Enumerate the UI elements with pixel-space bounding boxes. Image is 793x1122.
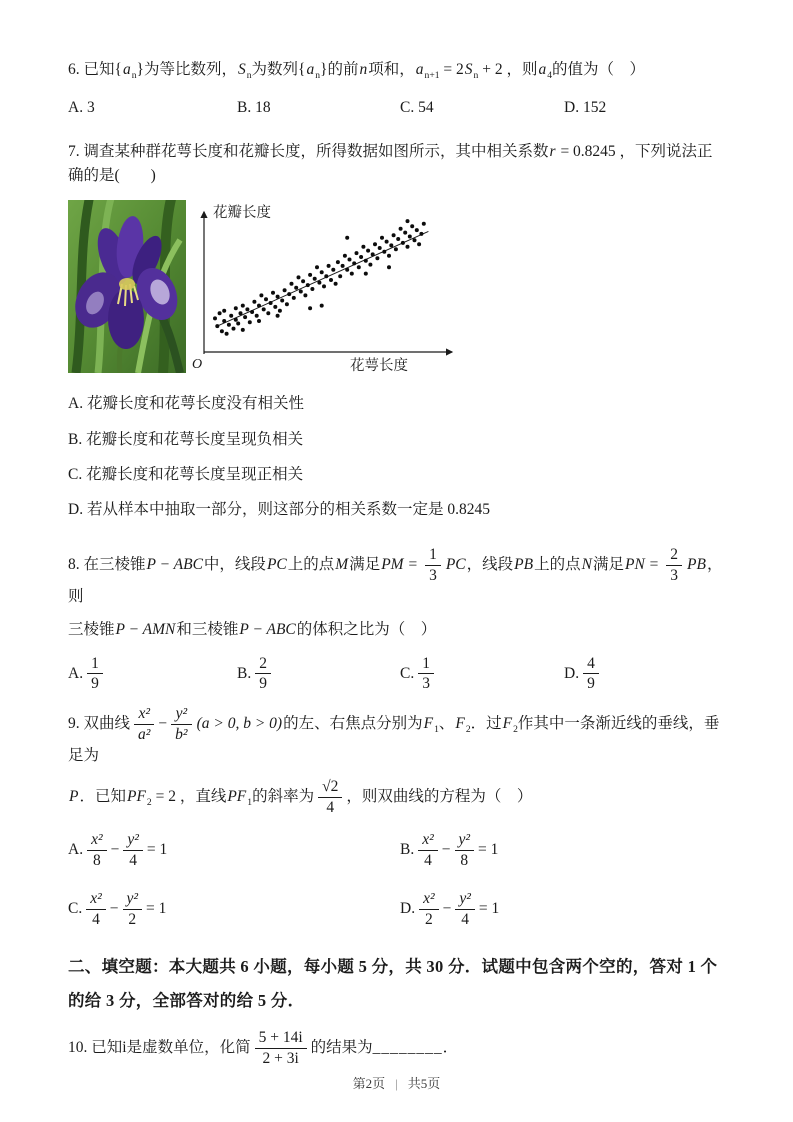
brace: { [298,61,306,78]
text-run: 中，线段 [203,555,266,573]
math-var: PF [126,787,146,805]
math-var: M [335,555,349,573]
equals-one: = 1 [146,899,167,917]
numerator: y² [455,890,475,910]
math-sub: 4 [547,70,553,82]
math-var: P − ABC [239,620,296,638]
text-run: 6. 已知 [68,61,115,78]
fraction [171,705,191,744]
math-var: a [415,61,424,78]
math-var: S [464,61,473,78]
fraction [255,655,271,694]
numerator: 4 [583,655,599,675]
footer-total-pages: 共5页 [407,1076,441,1091]
text-run: 项和， [368,61,415,78]
option-label: D. [400,899,416,917]
math-var: P − AMN [115,620,176,638]
numerator: y² [171,705,191,725]
fraction [87,655,103,694]
option-c: C. 54 [400,99,434,117]
denominator: 4 [461,910,469,928]
x-axis-label: 花萼长度 [350,358,408,375]
option-label: B. [237,664,252,682]
equals-one: = 1 [478,899,500,917]
question-9-text-line1 [68,705,727,768]
numerator: y² [123,890,143,910]
numerator: x² [86,890,106,910]
fraction [418,655,434,694]
option-label: A. [68,841,84,859]
question-8-text-line1 [68,546,727,609]
math-var: F [502,715,513,733]
math-var: P [69,787,79,805]
question-7-text [68,140,727,188]
section-2-header: 二、填空题：本大题共 6 小题，每小题 5 分，共 30 分．试题中包含两个空的，答对 1 个的给 3 分，全部答对的给 5 分． [68,956,718,1011]
footer-page-number: 第2页 [352,1076,386,1091]
option-label: C. [68,899,83,917]
numerator: 1 [425,546,441,566]
question-10-text [68,1029,727,1068]
denominator: 3 [670,566,679,584]
numerator: y² [455,831,475,851]
math-sub: 2 [146,796,152,808]
text-run: = [645,555,663,573]
math-var: F [423,715,434,733]
question-7-options [68,393,727,522]
math-sub: 1 [247,796,253,808]
option-d: D. 若从样本中抽取一部分，则这部分的相关系数一定是 0.8245 [68,501,490,519]
fraction [666,546,682,585]
text-run: ．已知 [79,787,126,805]
math-var: a [122,61,131,78]
option-d [564,655,727,694]
math-var: PC [445,555,466,573]
denominator: 9 [259,675,267,693]
text-run: 三棱锥 [68,620,115,638]
text-run: = [404,555,422,573]
question-6-text [68,58,727,82]
option-d: D. 152 [564,99,607,117]
denominator: 2 + 3i [262,1049,299,1067]
question-9-text-line2 [68,778,727,817]
option-b [400,831,727,870]
option-a [68,831,400,870]
denominator: b² [175,726,188,744]
math-sub: n [315,70,321,82]
math-var: r [549,143,556,161]
y-axis-label: 花瓣长度 [213,205,271,222]
math-var: F [455,715,465,733]
minus-sign: − [442,899,452,917]
numerator: x² [418,831,438,851]
text-run: = 2 ，直线 [151,787,227,805]
numerator: 2 [666,546,682,566]
denominator: 4 [424,852,432,870]
text-run: ，则 [68,555,723,605]
denominator: 2 [424,910,433,928]
text-run: = 0.8245 ，下列说法正确的是( ) [68,143,713,185]
question-8-options [68,655,727,694]
text-run: 上的点 [287,555,335,573]
text-run: ，线段 [466,555,514,573]
denominator: 4 [129,852,137,870]
text-run: 9. 双曲线 [68,715,131,733]
math-var: PN [624,555,645,573]
denominator: 2 [128,910,137,928]
math-var: a [306,61,315,78]
fraction [419,890,439,929]
fraction [134,705,154,744]
fraction [455,831,475,870]
numerator: 1 [87,655,103,675]
origin-label: O [192,357,203,373]
math-var: PB [687,555,706,573]
math-sub: 1 [434,724,439,736]
math-condition: (a > 0, b > 0) [196,715,283,733]
math-sub: n [473,70,479,82]
text-run: 为等比数列， [143,61,237,78]
denominator: 8 [460,852,469,870]
numerator: 1 [418,655,434,675]
scatter-points [213,219,426,336]
minus-sign: − [441,841,451,859]
text-run: 10. 已知 [68,1038,123,1056]
text-run: 的体积之比为（ ） [296,620,437,638]
text-run: 和三棱锥 [176,620,239,638]
question-8 [68,546,727,693]
fraction [425,546,441,585]
math-sub: n+1 [424,70,440,82]
numerator: 5 + 14i [255,1029,307,1049]
option-label: C. [400,664,415,682]
text-run: 作其中一条渐近线的垂线，垂足为 [68,715,720,764]
equals-one: = 1 [478,841,499,859]
answer-blank: ________ [372,1038,443,1056]
question-6-options [68,99,727,117]
page-footer [0,1073,793,1092]
text-run: 的左、右焦点分别为 [283,715,423,733]
denominator: 9 [91,675,99,693]
denominator: 9 [587,675,595,693]
question-9-options [68,831,727,928]
scatter-plot [190,202,472,378]
text-run: 的结果为 [310,1038,373,1056]
fraction [255,1029,307,1068]
option-c [400,655,564,694]
text-run: 满足 [592,555,624,573]
minus-sign: − [110,841,120,859]
denominator: 4 [92,910,100,928]
question-8-text-line2 [68,618,727,642]
math-var: PC [266,555,287,573]
denominator: a² [138,726,151,744]
text-run: ，则双曲线的方程为（ ） [346,787,533,805]
text-run: 是虚数单位，化简 [126,1038,251,1056]
math-var: i [122,1038,127,1056]
math-var: P − ABC [146,555,203,573]
denominator: 8 [92,852,101,870]
text-run: ． [442,1038,459,1056]
fraction [123,890,143,929]
question-7 [68,140,727,522]
fraction [318,778,342,817]
text-run: 的斜率为 [252,787,315,805]
option-b [237,655,400,694]
brace: { [114,61,122,78]
question-7-figure [68,200,727,378]
math-var: PB [514,555,534,573]
fraction [86,890,106,929]
math-sub: 2 [513,724,518,736]
numerator: 2 [255,655,271,675]
option-b: B. 花瓣长度和花萼长度呈现负相关 [68,430,304,448]
numerator: √2 [318,778,342,798]
fraction [455,890,475,929]
text-run: 为数列 [251,61,299,78]
question-10 [68,1029,727,1068]
fraction [418,831,438,870]
text-run: + 2 ，则 [478,61,538,78]
math-sub: n [246,70,252,82]
fraction [123,831,143,870]
math-var: PF [227,787,247,805]
text-run: 的值为（ ） [552,61,646,78]
math-var: PM [381,555,404,573]
footer-separator: | [395,1076,398,1091]
brace: } [136,61,144,78]
denominator: 3 [429,566,437,584]
option-label: B. [400,841,415,859]
trend-line [217,231,428,326]
option-a: A. 3 [68,99,95,117]
iris-flower-photo [68,200,186,373]
fraction [583,655,599,694]
math-sub: n [131,70,137,82]
fraction [87,831,107,870]
option-c [68,890,400,929]
minus-sign: − [158,715,168,733]
text-run: 8. 在三棱锥 [68,555,146,573]
text-run: 上的点 [534,555,581,573]
text-run: ．过 [470,715,502,733]
math-sub: 2 [465,724,471,736]
math-var: a [538,61,547,78]
brace: } [320,61,328,78]
question-6 [68,58,727,117]
option-a [68,655,237,694]
option-a: A. 花瓣长度和花萼长度没有相关性 [68,395,304,413]
denominator: 4 [326,798,335,816]
numerator: y² [123,831,143,851]
denominator: 3 [422,675,430,693]
math-var: n [359,61,368,78]
text-run: = 2 [439,61,464,78]
numerator: x² [419,890,439,910]
text-run: 、 [438,715,455,733]
option-label: D. [564,664,580,682]
math-var: N [581,555,592,573]
option-c: C. 花瓣长度和花萼长度呈现正相关 [68,465,304,483]
option-label: A. [68,664,84,682]
numerator: x² [87,831,107,851]
option-b: B. 18 [237,99,271,117]
minus-sign: − [109,899,119,917]
math-var: S [237,61,246,78]
text-run: 7. 调查某种群花萼长度和花瓣长度，所得数据如图所示，其中相关系数 [68,143,549,161]
question-9 [68,705,727,929]
text-run: 满足 [349,555,381,573]
text-run: 的前 [327,61,359,78]
numerator: x² [134,705,154,725]
option-d [400,890,727,929]
equals-one: = 1 [146,841,168,859]
